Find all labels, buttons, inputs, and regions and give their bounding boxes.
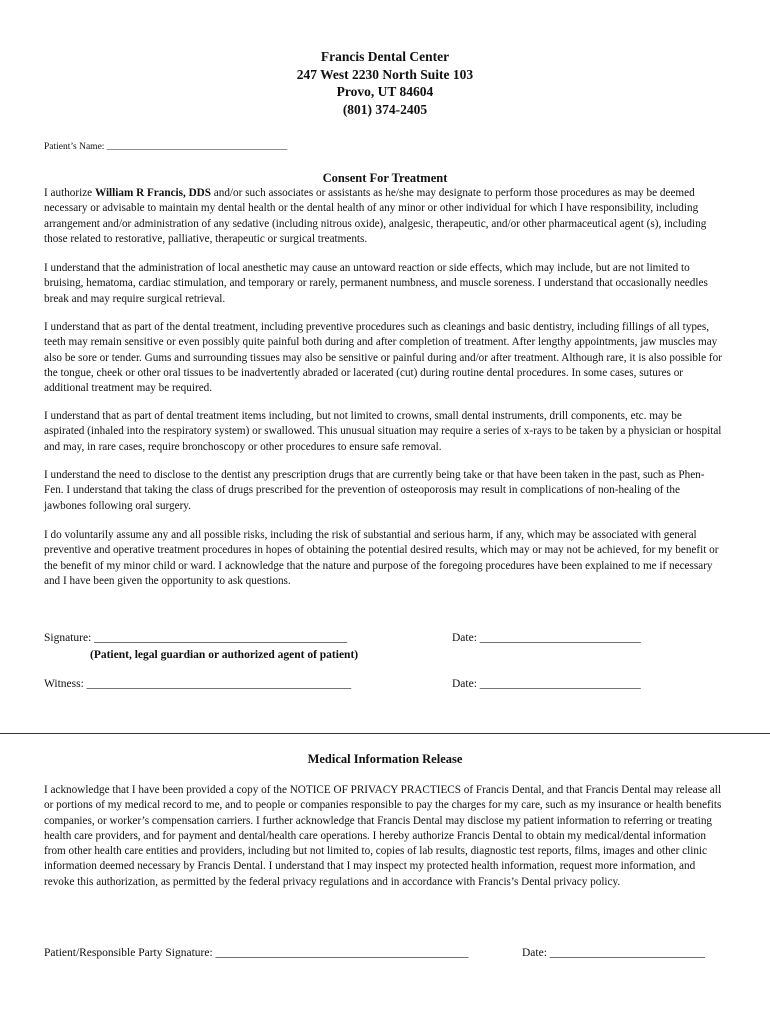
consent-paragraph-anesthetic: I understand that the administration of local anesthetic may cause an untoward reaction or side effects, which may include, but are not limited to bruising, hematoma, cardiac stimulation, and temporary or rarely, permanent numbness, and muscle soreness. I understand that occasionally needles break and may require surgical retrieval.: [44, 262, 708, 305]
patient-name-field[interactable]: Patient’s Name: ______________________________________: [44, 142, 288, 152]
signature-field[interactable]: Signature: ____________________________________________: [44, 632, 348, 644]
authorize-text-pre: I authorize: [44, 187, 95, 199]
clinic-address-line2: Provo, UT 84604: [336, 84, 434, 99]
signature-date-field[interactable]: Date: ____________________________: [452, 632, 641, 644]
signature-role-label: (Patient, legal guardian or authorized agent of patient): [90, 649, 359, 661]
consent-paragraph-sensitivity: I understand that as part of the dental treatment, including preventive procedures such as cleanings and basic dentistry, including fillings of all types, teeth may remain sensitive or even possibly quite painful both during and after completion of treatment. After lengthy appointments, jaw muscles may also be sore or tender. Gums and surrounding tissues may also be sensitive or painful during and/or after treatment. Although rare, it is also possible for the tongue, cheek or other oral tissues to be inadvertently abraded or lacerated (cut) during routine dental procedures. In some cases, sutures or additional treatment may be required.: [44, 321, 722, 395]
patient-signature-field[interactable]: Patient/Responsible Party Signature: ____________________________________________: [44, 947, 469, 959]
consent-paragraph-prescription: I understand the need to disclose to the dentist any prescription drugs that are currently being take or that have been taken in the past, such as Phen-Fen. I understand that taking the class of drugs prescribed for the prevention of osteoporosis may result in complications of non-healing of the jawbones following oral surgery.: [44, 469, 705, 512]
witness-field[interactable]: Witness: ______________________________________________: [44, 678, 352, 690]
release-title: Medical Information Release: [307, 752, 463, 766]
patient-signature-date-field[interactable]: Date: ___________________________: [522, 947, 706, 959]
clinic-name: Francis Dental Center: [320, 49, 450, 64]
section-divider: [0, 733, 770, 734]
consent-paragraph-risks: I do voluntarily assume any and all possible risks, including the risk of substantial and serious harm, if any, which may be associated with general preventive and operative treatment procedures in hopes of obtaining the potential desired results, which may or may not be achieved, for my benefit or the benefit of my minor child or ward. I acknowledge that the nature and purpose of the foregoing procedures have been explained to me if necessary and I have been given the opportunity to ask questions.: [44, 529, 719, 587]
clinic-address-line1: 247 West 2230 North Suite 103: [296, 66, 474, 82]
clinic-header: [0, 48, 770, 118]
consent-paragraph-authorize: [44, 186, 724, 247]
consent-paragraph-aspiration: I understand that as part of dental treatment items including, but not limited to crowns, small dental instruments, drill components, etc. may be aspirated (inhaled into the respiratory system) or swallowed. This unusual situation may require a series of x-rays to be taken by a physician or hospital and may, in rare cases, require bronchoscopy or other procedures to ensure safe removal.: [44, 410, 722, 453]
clinic-phone: (801) 374-2405: [342, 101, 428, 117]
authorize-text-post: and/or such associates or assistants as he/she may designate to perform those procedures as may be deemed necessary or advisable to maintain my dental health or the dental health of any minor or other individual for which I have responsibility, including arrangement and/or administration of any sedative (including nitrous oxide), analgesic, therapeutic, and/or other pharmaceutical agent (s), including those related to restorative, palliative, therapeutic or surgical treatments.: [44, 187, 707, 245]
witness-date-field[interactable]: Date: ____________________________: [452, 678, 641, 690]
dentist-name: William R Francis, DDS: [94, 187, 211, 199]
consent-title: Consent For Treatment: [322, 171, 448, 185]
release-paragraph: I acknowledge that I have been provided a copy of the NOTICE OF PRIVACY PRACTIECS of Francis Dental, and that Francis Dental may release all or portions of my medical record to me, and to people or companies responsible to pay the charges for my care, such as my insurance or health benefits companies, or worker’s compensation carriers. I further acknowledge that Francis Dental may disclose my patient information to referring or treating health care providers, and for payment and dental/health care operations. I hereby authorize Francis Dental to obtain my medical/dental information from other health care entities and providers, including but not limited to, copies of lab results, diagnostic test reports, films, images and other clinic information deemed necessary by Francis Dental. I understand that I may inspect my protected health information, request more information, and revoke this authorization, as permitted by the federal privacy regulations and in accordance with Francis’s Dental privacy policy.: [44, 784, 722, 888]
